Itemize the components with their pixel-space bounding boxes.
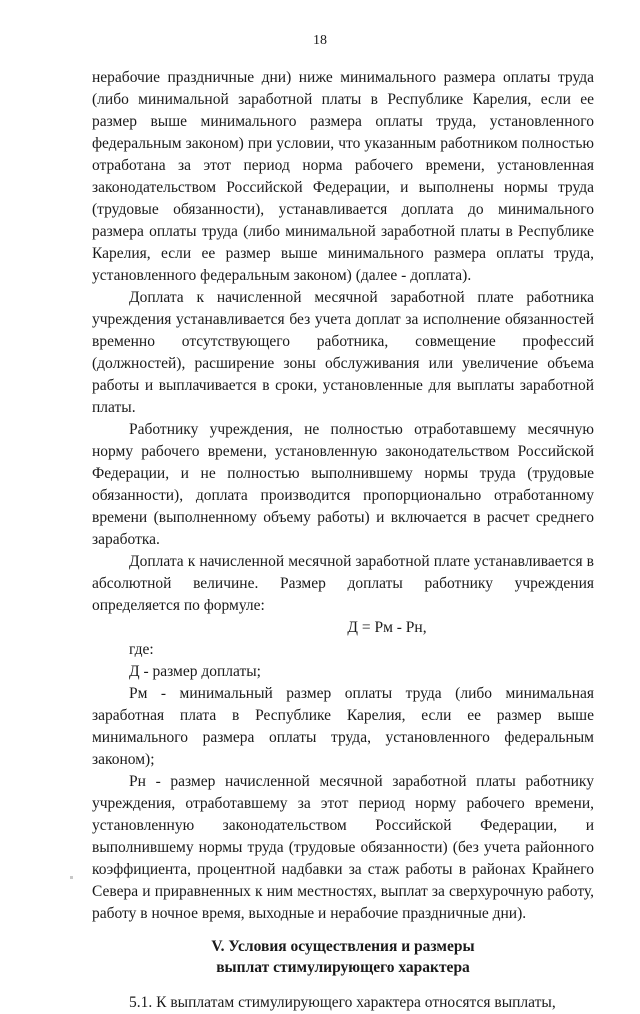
paragraph-doplata-exclusions: Доплата к начисленной месячной заработной плате работника учреждения устанавливается без учета доплат за исполнение обязанностей временно отсутствующего работника, совмещение профессий (должностей), расширение зоны обслуживания или увеличение объема работы и выплачивается в сроки, установленные для выплаты заработной платы. [92, 289, 594, 416]
spacer [92, 925, 594, 936]
section-heading-line-1: V. Условия осуществления и размеры [211, 938, 475, 955]
scan-speck [70, 876, 73, 879]
definition-d: Д - размер доплаты; [129, 663, 261, 680]
section-heading-line-2: выплат стимулирующего характера [216, 959, 470, 976]
paragraph-5-1: 5.1. К выплатам стимулирующего характера относятся выплаты, [129, 994, 556, 1011]
paragraph-continuation: нерабочие праздничные дни) ниже минимального размера оплаты труда (либо минимальной заработной платы в Республике Карелия, если ее размер выше минимального размера оплаты труда, установленного федеральным законом) при условии, что указанным работником полностью отработана за этот период норма рабочего времени, установленная законодательством Российской Федерации, и выполнены нормы труда (трудовые обязанности), устанавливается доплата до минимального размера оплаты труда (либо минимальной заработной платы в Республике Карелия, если ее размер выше минимального размера оплаты труда, установленного федеральным законом) (далее - доплата). [92, 69, 594, 284]
where-label: где: [129, 641, 154, 658]
paragraph-proportional-doplata: Работнику учреждения, не полностью отработавшему месячную норму рабочего времени, установленную законодательством Российской Федерации, и не полностью выполнившему нормы труда (трудовые обязанности), доплата производится пропорционально отработанному времени (выполненному объему работы) и включается в расчет среднего заработка. [92, 421, 594, 548]
paragraph-absolute-value: Доплата к начисленной месячной заработной плате устанавливается в абсолютной величине. Размер доплаты работнику учреждения определяется по формуле: [92, 553, 594, 614]
definition-rm: Рм - минимальный размер оплаты труда (либо минимальная заработная плата в Республике Карелия, если ее размер выше минимального размера оплаты труда, установленного федеральным законом); [92, 685, 594, 768]
spacer [92, 978, 594, 992]
definition-rn: Рн - размер начисленной месячной заработной платы работнику учреждения, отработавшему за этот период норму рабочего времени, установленную законодательством Российской Федерации, и выполнившему нормы труда (трудовые обязанности) (без учета районного коэффициента, процентной надбавки за стаж работы в районах Крайнего Севера и приравненных к ним местностях, выплат за сверхурочную работу, работу в ночное время, выходные и нерабочие праздничные дни). [92, 773, 594, 922]
formula: Д = Рм - Рн, [347, 619, 427, 636]
page-number: 18 [313, 33, 327, 48]
page-body [92, 67, 594, 1014]
